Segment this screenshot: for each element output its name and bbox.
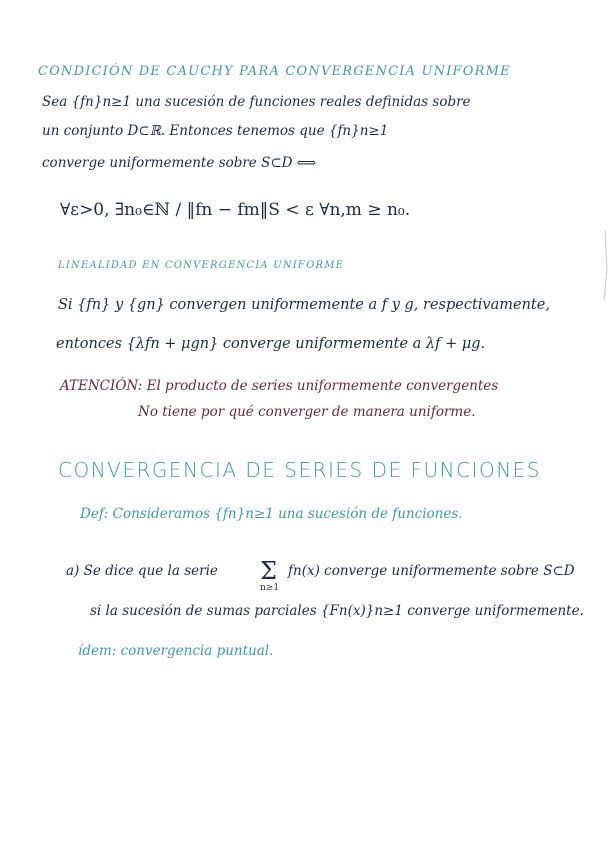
linearity-line-1: Si {fn} y {gn} convergen uniformemente a f y g, respectivamente,	[58, 297, 550, 313]
idem-line: ídem: convergencia puntual.	[78, 643, 274, 659]
linearity-title: LINEALIDAD EN CONVERGENCIA UNIFORME	[58, 260, 345, 271]
attention-line-1: ATENCIÓN: El producto de series uniformemente convergentes	[60, 378, 499, 394]
sigma-glyph: Σ	[260, 557, 277, 585]
page-edge-mark	[595, 0, 613, 848]
item-a-prefix: a) Se dice que la serie	[66, 563, 218, 579]
cauchy-line-3: converge uniformemente sobre S⊂D ⟺	[42, 155, 317, 171]
cauchy-formula: ∀ε>0, ∃n₀∈ℕ / ‖fn − fm‖S < ε ∀n,m ≥ n₀.	[60, 200, 411, 220]
cauchy-line-1: Sea {fn}n≥1 una sucesión de funciones reales definidas sobre	[42, 94, 471, 110]
attention-line-2: No tiene por qué converger de manera uniforme.	[138, 404, 476, 420]
sigma-index: n≥1	[260, 583, 280, 593]
linearity-line-2: entonces {λfn + μgn} converge uniformemente a λf + μg.	[56, 336, 486, 352]
summation-symbol	[260, 557, 284, 599]
item-a-suffix: fn(x) converge uniformemente sobre S⊂D	[288, 563, 575, 579]
cauchy-title: CONDICIÓN DE CAUCHY PARA CONVERGENCIA UNIFORME	[38, 64, 511, 79]
cauchy-line-2: un conjunto D⊂ℝ. Entonces tenemos que {fn}n≥1	[42, 123, 389, 139]
item-a-line-2: si la sucesión de sumas parciales {Fn(x)}n≥1 converge uniformemente.	[90, 603, 584, 619]
definition-line: Def: Consideramos {fn}n≥1 una sucesión de funciones.	[80, 506, 463, 522]
series-title: CONVERGENCIA DE SERIES DE FUNCIONES	[58, 458, 541, 482]
